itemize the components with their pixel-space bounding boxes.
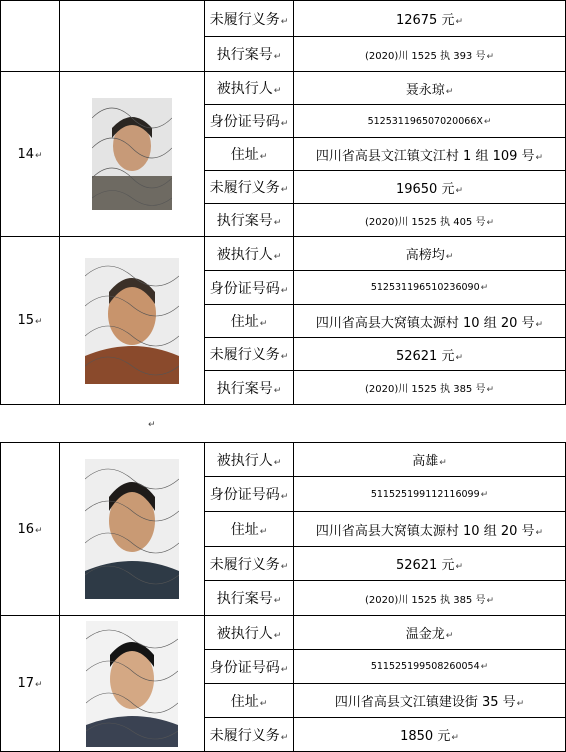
table-row — [1, 237, 566, 271]
name-value: 温金龙↵ — [294, 616, 566, 650]
label-address: 住址↵ — [205, 512, 294, 547]
case-value: (2020)川 1525 执 385 号↵ — [294, 581, 566, 616]
person-photo-image — [85, 459, 179, 599]
label-obligation: 未履行义务↵ — [205, 547, 294, 581]
name-value: 高榜均↵ — [294, 237, 566, 271]
person-photo — [92, 98, 172, 210]
table-row — [1, 1, 566, 37]
paragraph-mark: ↵ — [148, 420, 156, 430]
label-name: 被执行人↵ — [205, 616, 294, 650]
id-value: 511525199112116099↵ — [294, 477, 566, 512]
case-value: (2020)川 1525 执 405 号↵ — [294, 204, 566, 237]
id-value: 512531196507020066X↵ — [294, 105, 566, 138]
label-id: 身份证号码↵ — [205, 271, 294, 305]
label-address: 住址↵ — [205, 305, 294, 338]
label-case: 执行案号↵ — [205, 371, 294, 405]
person-photo-image — [92, 98, 172, 210]
person-photo — [86, 621, 178, 747]
address-value: 四川省高县大窝镇太源村 10 组 20 号↵ — [294, 305, 566, 338]
photo-cell — [60, 237, 205, 405]
label-id: 身份证号码↵ — [205, 105, 294, 138]
record-number: 17↵ — [1, 616, 60, 752]
table-row — [1, 443, 566, 477]
table-row — [1, 72, 566, 105]
label-name: 被执行人↵ — [205, 72, 294, 105]
name-value: 高雄↵ — [294, 443, 566, 477]
person-photo — [85, 459, 179, 599]
label-address: 住址↵ — [205, 684, 294, 718]
case-value: (2020)川 1525 执 385 号↵ — [294, 371, 566, 405]
debtor-table-bottom — [0, 442, 566, 752]
table-row — [1, 616, 566, 650]
label-name: 被执行人↵ — [205, 443, 294, 477]
label-address: 住址↵ — [205, 138, 294, 171]
label-case: 执行案号↵ — [205, 37, 294, 72]
label-case: 执行案号↵ — [205, 204, 294, 237]
name-value: 聂永琼↵ — [294, 72, 566, 105]
obligation-value: 52621 元↵ — [294, 547, 566, 581]
label-id: 身份证号码↵ — [205, 477, 294, 512]
record-number: 14↵ — [1, 72, 60, 237]
label-obligation: 未履行义务↵ — [205, 718, 294, 752]
address-value: 四川省高县文江镇文江村 1 组 109 号↵ — [294, 138, 566, 171]
id-value: 511525199508260054↵ — [294, 650, 566, 684]
label-obligation: 未履行义务↵ — [205, 338, 294, 371]
photo-cell — [60, 1, 205, 72]
photo-cell — [60, 616, 205, 752]
number-cell — [1, 1, 60, 72]
record-number: 16↵ — [1, 443, 60, 616]
person-photo-image — [86, 621, 178, 747]
photo-cell — [60, 72, 205, 237]
obligation-value: 19650 元↵ — [294, 171, 566, 204]
id-value: 512531196510236090↵ — [294, 271, 566, 305]
label-obligation: 未履行义务↵ — [205, 1, 294, 37]
label-case: 执行案号↵ — [205, 581, 294, 616]
person-photo — [85, 258, 179, 384]
photo-cell — [60, 443, 205, 616]
label-obligation: 未履行义务↵ — [205, 171, 294, 204]
address-value: 四川省高县文江镇建设街 35 号↵ — [294, 684, 566, 718]
obligation-value: 12675 元↵ — [294, 1, 566, 37]
obligation-value: 1850 元↵ — [294, 718, 566, 752]
label-name: 被执行人↵ — [205, 237, 294, 271]
record-number: 15↵ — [1, 237, 60, 405]
person-photo-image — [85, 258, 179, 384]
case-value: (2020)川 1525 执 393 号↵ — [294, 37, 566, 72]
address-value: 四川省高县大窝镇太源村 10 组 20 号↵ — [294, 512, 566, 547]
label-id: 身份证号码↵ — [205, 650, 294, 684]
obligation-value: 52621 元↵ — [294, 338, 566, 371]
